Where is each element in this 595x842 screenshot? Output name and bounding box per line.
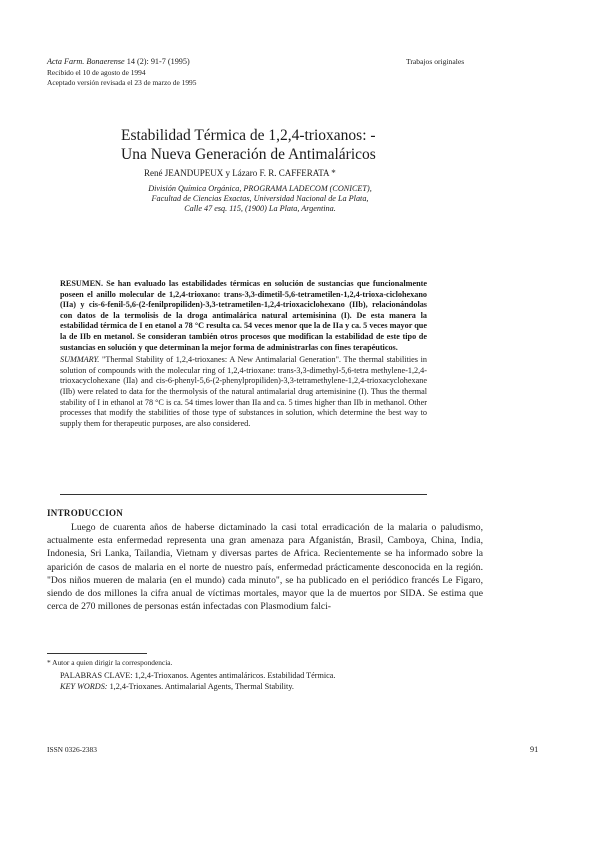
affiliation [110,184,410,214]
keywords-es-label: PALABRAS CLAVE: [60,671,133,680]
affiliation-line-3: Calle 47 esq. 115, (1900) La Plata, Argentina. [184,204,336,213]
journal-citation [47,57,190,67]
journal-volume-pages: 14 (2): 91-7 (1995) [126,57,190,66]
footnote: * Autor a quien dirigir la correspondencia. [47,658,173,667]
resumen [60,279,427,353]
page-number: 91 [530,745,539,754]
journal-name: Acta Farm. Bonaerense [47,57,125,66]
summary [60,355,427,429]
footnote-divider [47,653,147,654]
received-date: Recibido el 10 de agosto de 1994 [47,68,146,77]
summary-label: SUMMARY. [60,355,100,365]
summary-text: "Thermal Stability of 1,2,4-trioxanes: A New Antimalarial Generation". The thermal stabilities in solution of compounds with the molecular ring of 1,2,4-trioxane: trans-3,3-dimethyl-5,6-tetra methylene-1,2,4-trioxacyclohexane (IIa) and cis-6-phenyl-5,6-(2-phenylpropiliden)-3,3-tetramethylene-1,2,4-trioxacyclohexane (IIb) were related to data for the thermolysis of the natural antimalarial drug artemisinine (I). Thus the thermal stability of I in ethanol at 78 °C is ca. 54 times lower than IIa and ca. 5 times higher than IIb in methanol. Other processes that modify the stabilities of those type of substances in solution, which determine the best way to supply them for therapeutic purposes, are also considered. [60,355,428,428]
affiliation-line-1: División Química Orgánica, PROGRAMA LADECOM (CONICET), [148,184,372,193]
affiliation-line-2: Facultad de Ciencias Exactas, Universidad Nacional de La Plata, [151,194,369,203]
keywords-en-label: KEY WORDS: [60,682,108,691]
resumen-label: RESUMEN. [60,279,103,288]
keywords-es [60,670,335,681]
introduction-heading: INTRODUCCION [47,508,124,518]
authors: René JEANDUPEUX y Lázaro F. R. CAFFERATA * [144,168,336,178]
title-line-1: Estabilidad Térmica de 1,2,4-trioxanos: - [121,127,376,144]
issn: ISSN 0326-2383 [47,745,97,754]
section-label: Trabajos originales [406,57,465,66]
keywords-en [60,681,294,692]
resumen-text: Se han evaluado las estabilidades térmicas en solución de sustancias que funcionalmente poseen el anillo molecular de 1,2,4-trioxano: trans-3,3-dimetil-5,6-tetrametilen-1,2,4-trioxa-ciclohexano (IIa) y cis-6-fenil-5,6-(2-fenilpropiliden)-3,3-tetrametilen-1,2,4-trioxaciclohexano (IIb), relacionándolas con datos de la termolisis de la droga antimalárica natural artemisinina (I). De esta manera la estabilidad térmica de I en etanol a 78 °C resulta ca. 54 veces menor que la de IIa y ca. 5 veces mayor que la de IIb en metanol. Se consideran también otros procesos que modifican la estabilidad de este tipo de sustancias en solución y que determinan la mejor forma de administrarlas con fines terapéuticos. [60,279,428,352]
keywords-en-text: 1,2,4-Trioxanes. Antimalarial Agents, Thermal Stability. [109,682,294,691]
abstract-divider [60,494,427,495]
keywords-es-text: 1,2,4-Trioxanos. Agentes antimaláricos. Estabilidad Térmica. [134,671,336,680]
abstract-block [60,279,427,429]
accepted-date: Aceptado versión revisada el 23 de marzo de 1995 [47,78,197,87]
introduction-paragraph: Luego de cuarenta años de haberse dictaminado la casi total erradicación de la malaria o paludismo, actualmente esta enfermedad representa una gran amenaza para Afganistán, Brasil, Camboya, China, India, Indonesia, Sri Lanka, Tailandia, Vietnam y diversas partes de Africa. Recientemente se ha informado sobre la aparición de casos de malaria en el norte de nuestro país, enfermedad prácticamente desconocida en la región. "Dos niños mueren de malaria (en el mundo) cada minuto", se ha publicado en el periódico francés Le Figaro, siendo de dos millones la cifra anual de víctimas mortales, mayor que la de muertos por SIDA. Se estima que cerca de 270 millones de personas están infectadas con Plasmodium falci- [47,522,483,613]
title-line-2: Una Nueva Generación de Antimaláricos [121,146,376,163]
introduction-body [47,521,483,613]
